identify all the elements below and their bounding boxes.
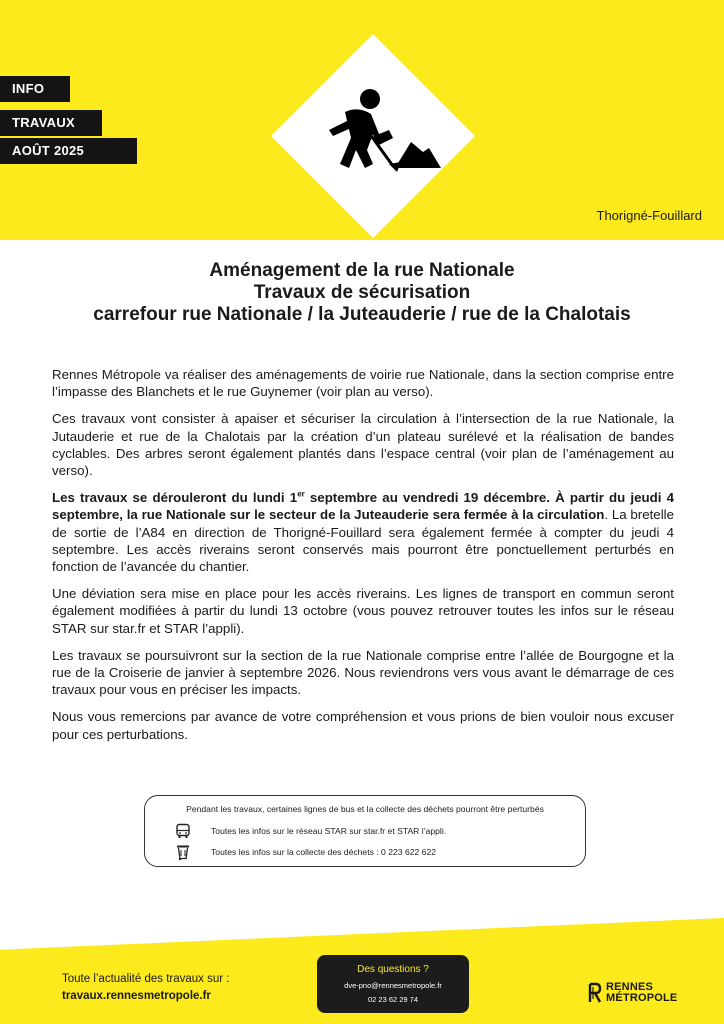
roadworks-sign-icon: [263, 26, 483, 246]
logo-line-2: MÉTROPOLE: [606, 992, 678, 1004]
contact-phone[interactable]: 02 23 62 29 74: [367, 995, 419, 1004]
tag-info: INFO: [0, 76, 70, 102]
trash-bin-icon: [173, 843, 193, 861]
paragraph-intro: Rennes Métropole va réaliser des aménagements de voirie rue Nationale, dans la section comprise entre l’impasse des Blanchets et le rue Guynemer (voir plan au verso).: [52, 367, 674, 400]
waste-info-text: Toutes les infos sur la collecte des déchets : 0 223 622 622: [211, 847, 437, 857]
questions-title: Des questions ?: [357, 964, 429, 975]
contact-email[interactable]: dve-pno@rennesmetropole.fr: [344, 981, 442, 990]
actu-link[interactable]: travaux.rennesmetropole.fr: [62, 990, 211, 1002]
title-line-3: carrefour rue Nationale / la Juteauderie / rue de la Chalotais: [93, 304, 631, 325]
commune-name: Thorigné-Fouillard: [596, 208, 702, 223]
article-body: [52, 366, 674, 753]
paragraph-schedule: [52, 489, 674, 575]
info-box-heading: Pendant les travaux, certaines lignes de bus et la collecte des déchets pourront être perturbés: [186, 804, 544, 814]
footer-actu: [62, 971, 229, 1005]
paragraph-deviation: Une déviation sera mise en place pour les accès riverains. Les lignes de transport en commun seront également modifiées à partir du lundi 13 octobre (vous pouvez retrouver toutes les infos sur le réseau STAR sur star.fr et STAR l’appli).: [52, 586, 674, 636]
paragraph-thanks: Nous vous remercions par avance de votre compréhension et vous prions de bien vouloir nous excuser pour ces perturbations.: [52, 709, 674, 742]
tag-travaux: TRAVAUX: [0, 110, 102, 136]
questions-box: [317, 955, 469, 1013]
bus-icon: [173, 822, 193, 840]
title-line-1: Aménagement de la rue Nationale: [209, 260, 515, 281]
paragraph-works: Ces travaux vont consister à apaiser et sécuriser la circulation à l’intersection de la rue Nationale, la Jutauderie et rue de la Chalotais par la création d’un plateau surélevé et la réalisation de bandes cyclables. Des arbres seront également plantés dans l’espace central (voir plan de l’aménagement au verso).: [52, 411, 674, 479]
page-title: [40, 260, 684, 326]
paragraph-next-phase: Les travaux se poursuivront sur la section de la rue Nationale comprise entre l’allée de Bourgogne et la rue de la Croiserie de janvier à septembre 2026. Nous reviendrons vers vous avant le démarrage de ces travaux pour vous en préciser les impacts.: [52, 647, 674, 698]
rennes-metropole-logo: [588, 982, 677, 1004]
tag-date: AOÛT 2025: [0, 138, 137, 164]
bus-info-row: [173, 822, 446, 840]
waste-info-row: [173, 843, 436, 861]
bus-info-text: Toutes les infos sur le réseau STAR sur star.fr et STAR l’appli.: [211, 826, 447, 836]
schedule-rest: . La bretelle de sortie de l’A84 en direction de Thorigné-Fouillard sera également fermée à compter du jeudi 4 septembre. Les accès riverains seront conservés mais pourront être ponctuellement perturbés en fonction de l’avancée du chantier.: [52, 507, 675, 575]
disruption-info-box: [144, 795, 586, 867]
schedule-bold-a: Les travaux se dérouleront du lundi 1: [52, 490, 298, 506]
schedule-bold-b: septembre au vendredi 19 décembre. À partir du jeudi 4 septembre, la rue Nationale sur le secteur de la Juteauderie sera fermée à la circulation: [52, 490, 674, 523]
logo-mark-icon: [588, 982, 602, 1004]
logo-line-1: RENNES: [606, 981, 654, 993]
title-line-2: Travaux de sécurisation: [253, 282, 471, 303]
actu-label: Toute l’actualité des travaux sur :: [62, 973, 230, 985]
schedule-sup: er: [297, 489, 305, 499]
